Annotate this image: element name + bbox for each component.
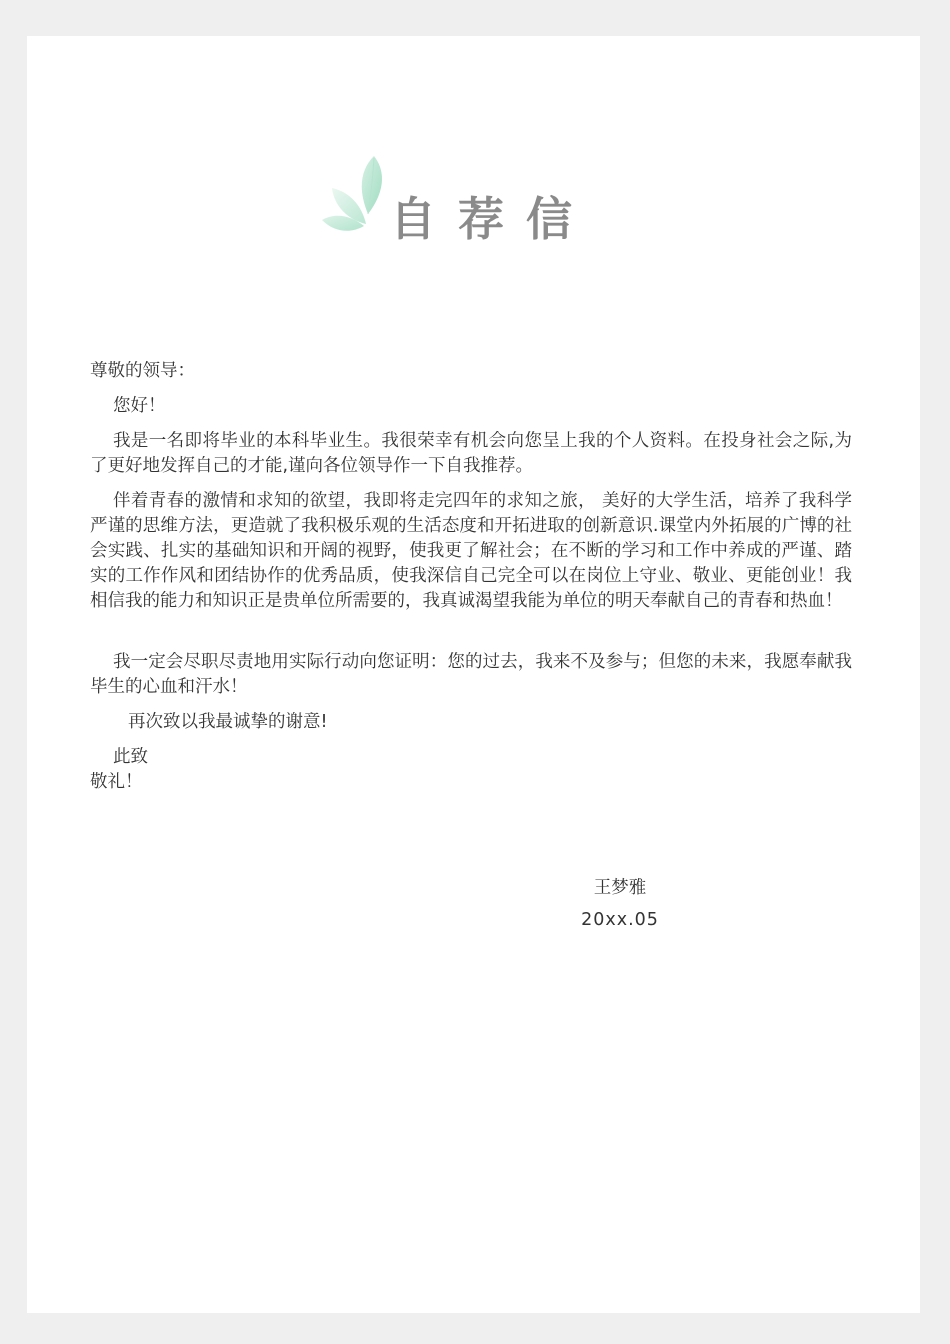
paragraph-intro: 我是一名即将毕业的本科毕业生。我很荣幸有机会向您呈上我的个人资料。在投身社会之际,为了更好地发挥自己的才能,谨向各位领导作一下自我推荐。 [90,431,852,476]
page-title: 自荐信 [390,192,594,246]
salutation: 您好！ [113,396,166,416]
signature-name: 王梦雅 [593,878,647,898]
signature-date: 20xx.05 [581,910,659,930]
thanks-line: 再次致以我最诚挚的谢意! [128,712,328,732]
paragraph-commitment: 我一定会尽职尽责地用实际行动向您证明：您的过去，我来不及参与；但您的未来，我愿奉献我毕生的心血和汗水！ [90,652,852,697]
closing-line-1: 此致 [113,747,148,767]
greeting: 尊敬的领导： [90,361,195,381]
closing-line-2: 敬礼！ [90,772,143,792]
paragraph-body: 伴着青春的激情和求知的欲望，我即将走完四年的求知之旅， 美好的大学生活，培养了我科学严谨的思维方法，更造就了我积极乐观的生活态度和开拓进取的创新意识.课堂内外拓展的广博的社会实践、扎实的基础知识和开阔的视野，使我更了解社会；在不断的学习和工作中养成的严谨、踏实的工作作风和团结协作的优秀品质，使我深信自己完全可以在岗位上守业、敬业、更能创业！我相信我的能力和知识正是贵单位所需要的，我真诚渴望我能为单位的明天奉献自己的青春和热血！ [90,491,852,611]
leaf-icon [318,150,398,240]
